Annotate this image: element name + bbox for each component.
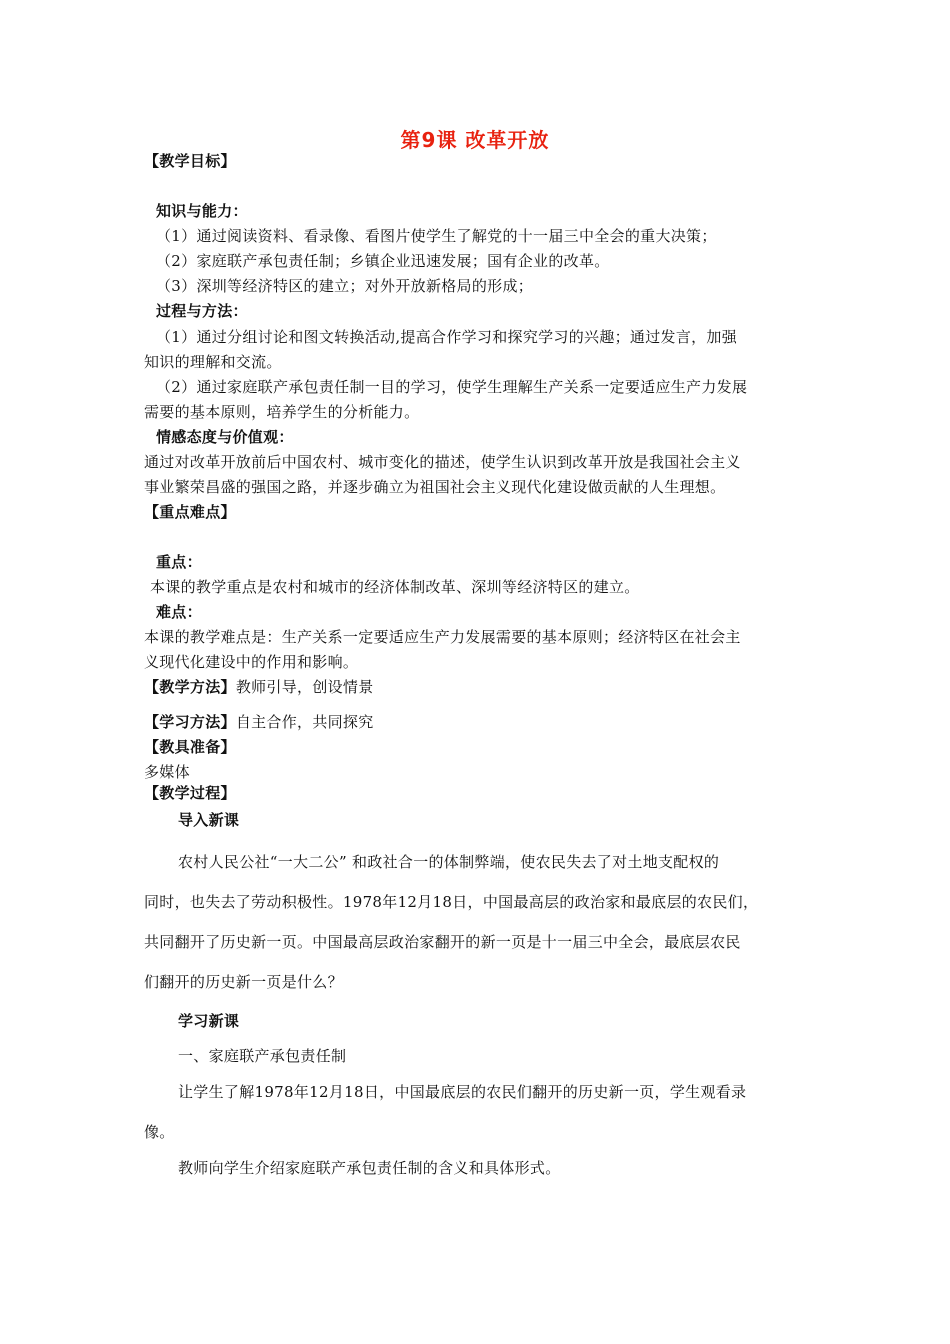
process-line-3: （2）通过家庭联产承包责任制一目的学习，使学生理解生产关系一定要适应生产力发展 bbox=[156, 378, 748, 396]
knowledge-item-3: （3）深圳等经济特区的建立；对外开放新格局的形成； bbox=[156, 277, 534, 295]
focus-label: 重点： bbox=[156, 553, 202, 571]
emotion-label: 情感态度与价值观： bbox=[156, 428, 294, 446]
knowledge-label: 知识与能力： bbox=[156, 202, 248, 220]
teaching-method-heading: 【教学方法】 bbox=[144, 678, 236, 696]
new-lesson-label: 学习新课 bbox=[178, 1012, 240, 1030]
knowledge-item-2: （2）家庭联产承包责任制；乡镇企业迅速发展；国有企业的改革。 bbox=[156, 252, 610, 270]
objectives-heading: 【教学目标】 bbox=[144, 152, 236, 170]
key-points-heading: 【重点难点】 bbox=[144, 503, 236, 521]
process-line-1: （1）通过分组讨论和图文转换活动,提高合作学习和探究学习的兴趣；通过发言，加强 bbox=[156, 328, 738, 346]
tools-text: 多媒体 bbox=[144, 763, 190, 781]
body-line-3: 教师向学生介绍家庭联产承包责任制的含义和具体形式。 bbox=[178, 1159, 561, 1177]
page-title: 第9课 改革开放 bbox=[400, 128, 550, 152]
difficulty-label: 难点： bbox=[156, 603, 202, 621]
learning-method-text: 自主合作，共同探究 bbox=[235, 713, 374, 731]
knowledge-item-1: （1）通过阅读资料、看录像、看图片使学生了解党的十一届三中全会的重大决策； bbox=[156, 227, 717, 245]
difficulty-line-1: 本课的教学难点是：生产关系一定要适应生产力发展需要的基本原则；经济特区在社会主 bbox=[144, 628, 741, 646]
focus-text: 本课的教学重点是农村和城市的经济体制改革、深圳等经济特区的建立。 bbox=[150, 578, 640, 596]
teaching-method-text: 教师引导，创设情景 bbox=[235, 678, 374, 696]
intro-line-1: 农村人民公社“一大二公” 和政社合一的体制弊端，使农民失去了对土地支配权的 bbox=[178, 853, 720, 871]
section-one-heading: 一、家庭联产承包责任制 bbox=[178, 1047, 347, 1065]
body-line-1: 让学生了解1978年12月18日，中国最底层的农民们翻开的历史新一页，学生观看录 bbox=[178, 1083, 747, 1101]
tools-heading: 【教具准备】 bbox=[144, 738, 236, 756]
intro-line-3: 共同翻开了历史新一页。中国最高层政治家翻开的新一页是十一届三中全会，最底层农民 bbox=[144, 933, 741, 951]
intro-line-4: 们翻开的历史新一页是什么？ bbox=[144, 973, 343, 991]
body-line-2: 像。 bbox=[144, 1123, 175, 1141]
teaching-method bbox=[144, 676, 374, 698]
process-line-2: 知识的理解和交流。 bbox=[144, 353, 282, 371]
intro-label: 导入新课 bbox=[178, 811, 240, 829]
process-label: 过程与方法： bbox=[156, 302, 248, 320]
learning-method-heading: 【学习方法】 bbox=[144, 713, 236, 731]
difficulty-line-2: 义现代化建设中的作用和影响。 bbox=[144, 653, 359, 671]
emotion-line-1: 通过对改革开放前后中国农村、城市变化的描述，使学生认识到改革开放是我国社会主义 bbox=[144, 453, 741, 471]
learning-method bbox=[144, 711, 374, 733]
process-line-4: 需要的基本原则，培养学生的分析能力。 bbox=[144, 403, 420, 421]
process-section-heading: 【教学过程】 bbox=[144, 784, 236, 802]
intro-line-2: 同时，也失去了劳动积极性。1978年12月18日，中国最高层的政治家和最底层的农民们， bbox=[144, 893, 759, 911]
emotion-line-2: 事业繁荣昌盛的强国之路，并逐步确立为祖国社会主义现代化建设做贡献的人生理想。 bbox=[144, 478, 726, 496]
